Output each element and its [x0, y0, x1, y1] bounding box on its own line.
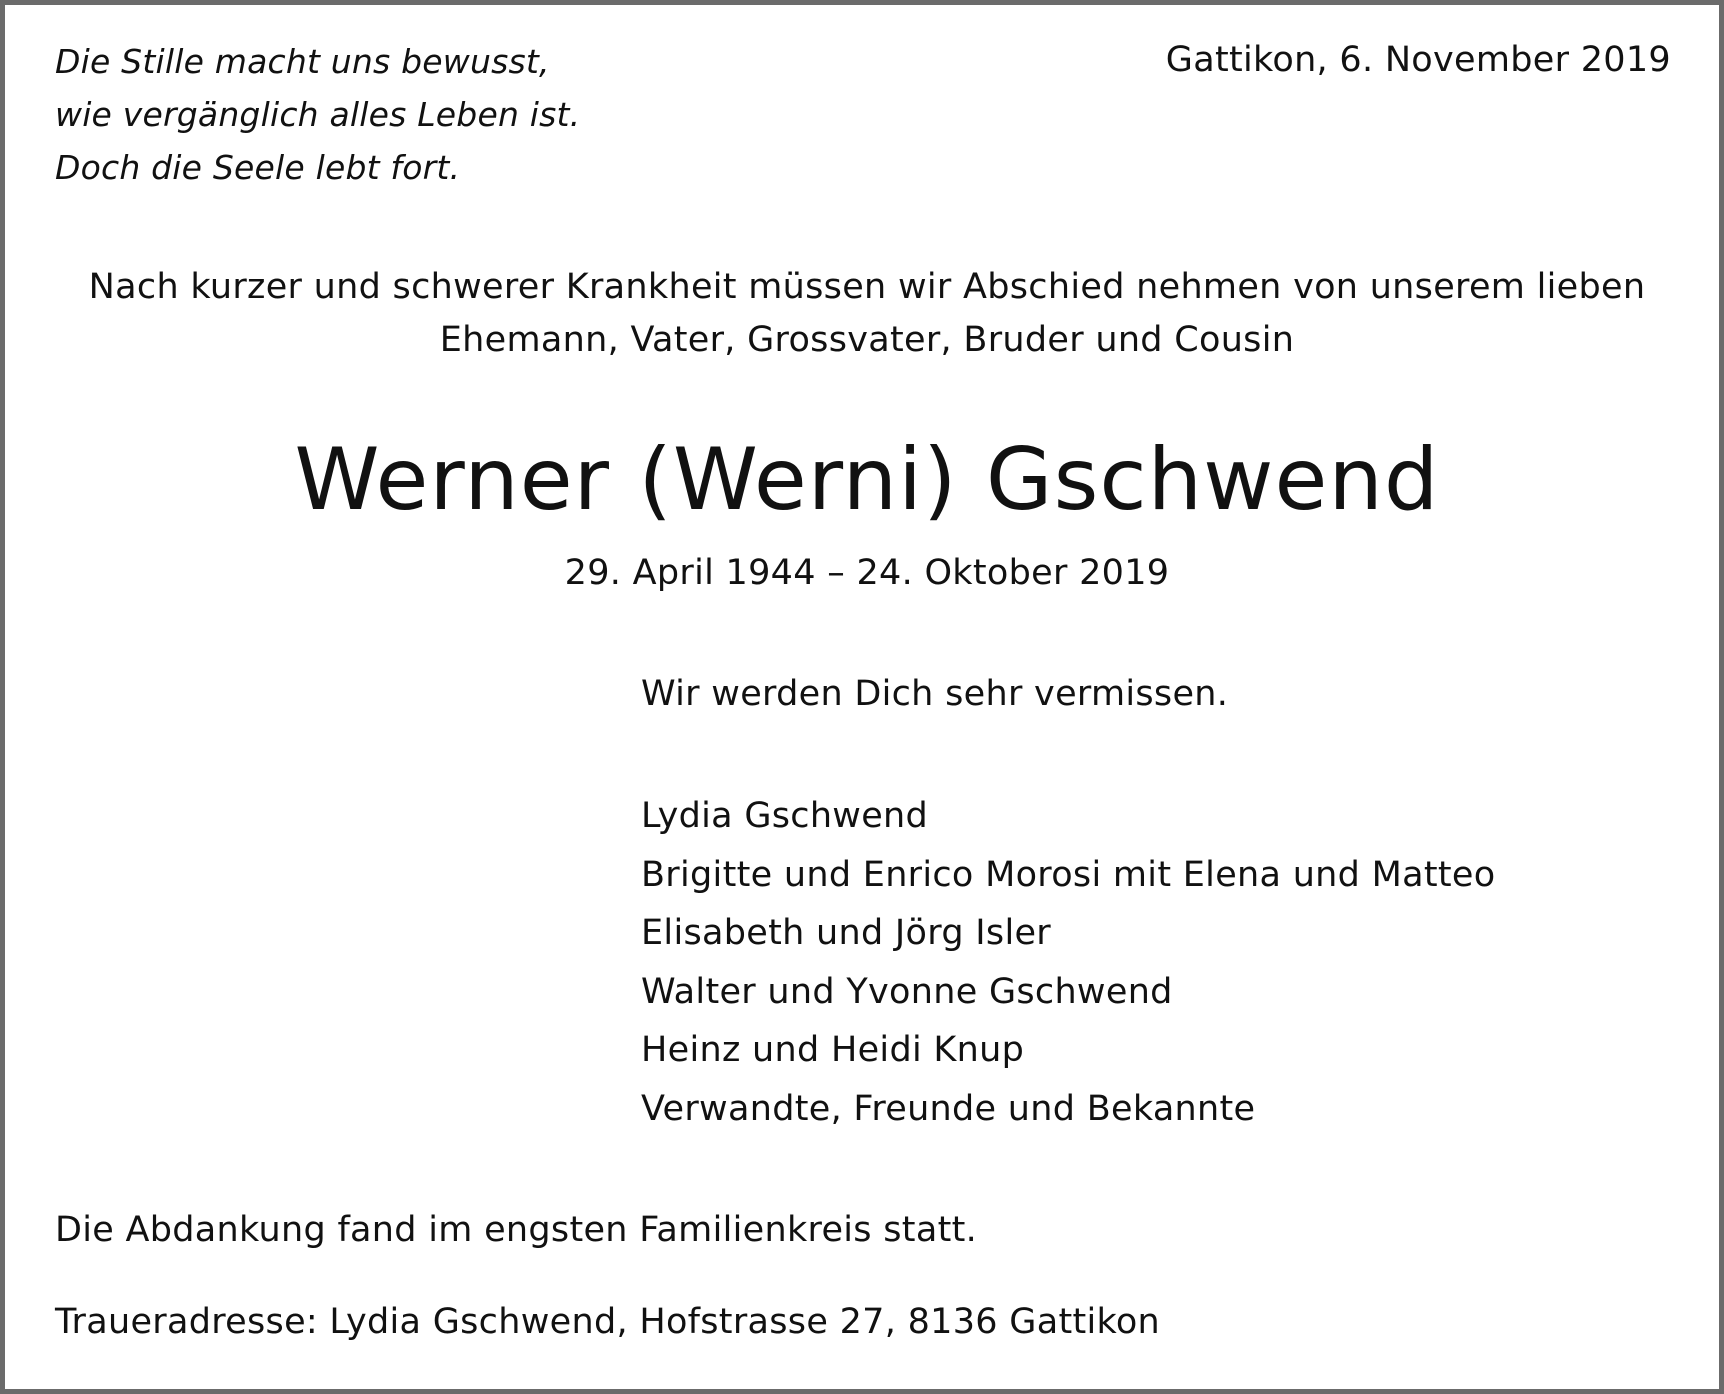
farewell-message: Wir werden Dich sehr vermissen.	[641, 674, 1229, 714]
mourner-entry: Walter und Yvonne Gschwend	[641, 971, 1173, 1012]
mourning-address: Traueradresse: Lydia Gschwend, Hofstrasse 27, 8136 Gattikon	[55, 1302, 1161, 1342]
life-dates: 29. April 1944 – 24. Oktober 2019	[564, 553, 1170, 593]
mourner-entry: Heinz und Heidi Knup	[641, 1030, 1025, 1070]
motto-verse	[55, 35, 580, 194]
mourner-entry: Elisabeth und Jörg Isler	[641, 913, 1051, 953]
intro-text	[5, 261, 1724, 367]
intro-line: Ehemann, Vater, Grossvater, Bruder und Cousin	[439, 320, 1295, 360]
mourner-entry: Verwandte, Freunde und Bekannte	[641, 1088, 1256, 1129]
place-date: Gattikon, 6. November 2019	[1165, 40, 1671, 80]
intro-line: Nach kurzer und schwerer Krankheit müssen wir Abschied nehmen von unserem lieben	[88, 267, 1646, 307]
ceremony-note: Die Abdankung fand im engsten Familienkreis statt.	[55, 1210, 978, 1250]
deceased-name: Werner (Werni) Gschwend	[294, 430, 1440, 530]
motto-line: Die Stille macht uns bewusst,	[55, 42, 550, 81]
motto-line: Doch die Seele lebt fort.	[55, 148, 461, 187]
mourner-entry: Lydia Gschwend	[641, 796, 929, 836]
motto-line: wie vergänglich alles Leben ist.	[55, 95, 581, 134]
mourner-entry: Brigitte und Enrico Morosi mit Elena und Matteo	[641, 854, 1496, 895]
mourners-list	[641, 787, 1495, 1138]
